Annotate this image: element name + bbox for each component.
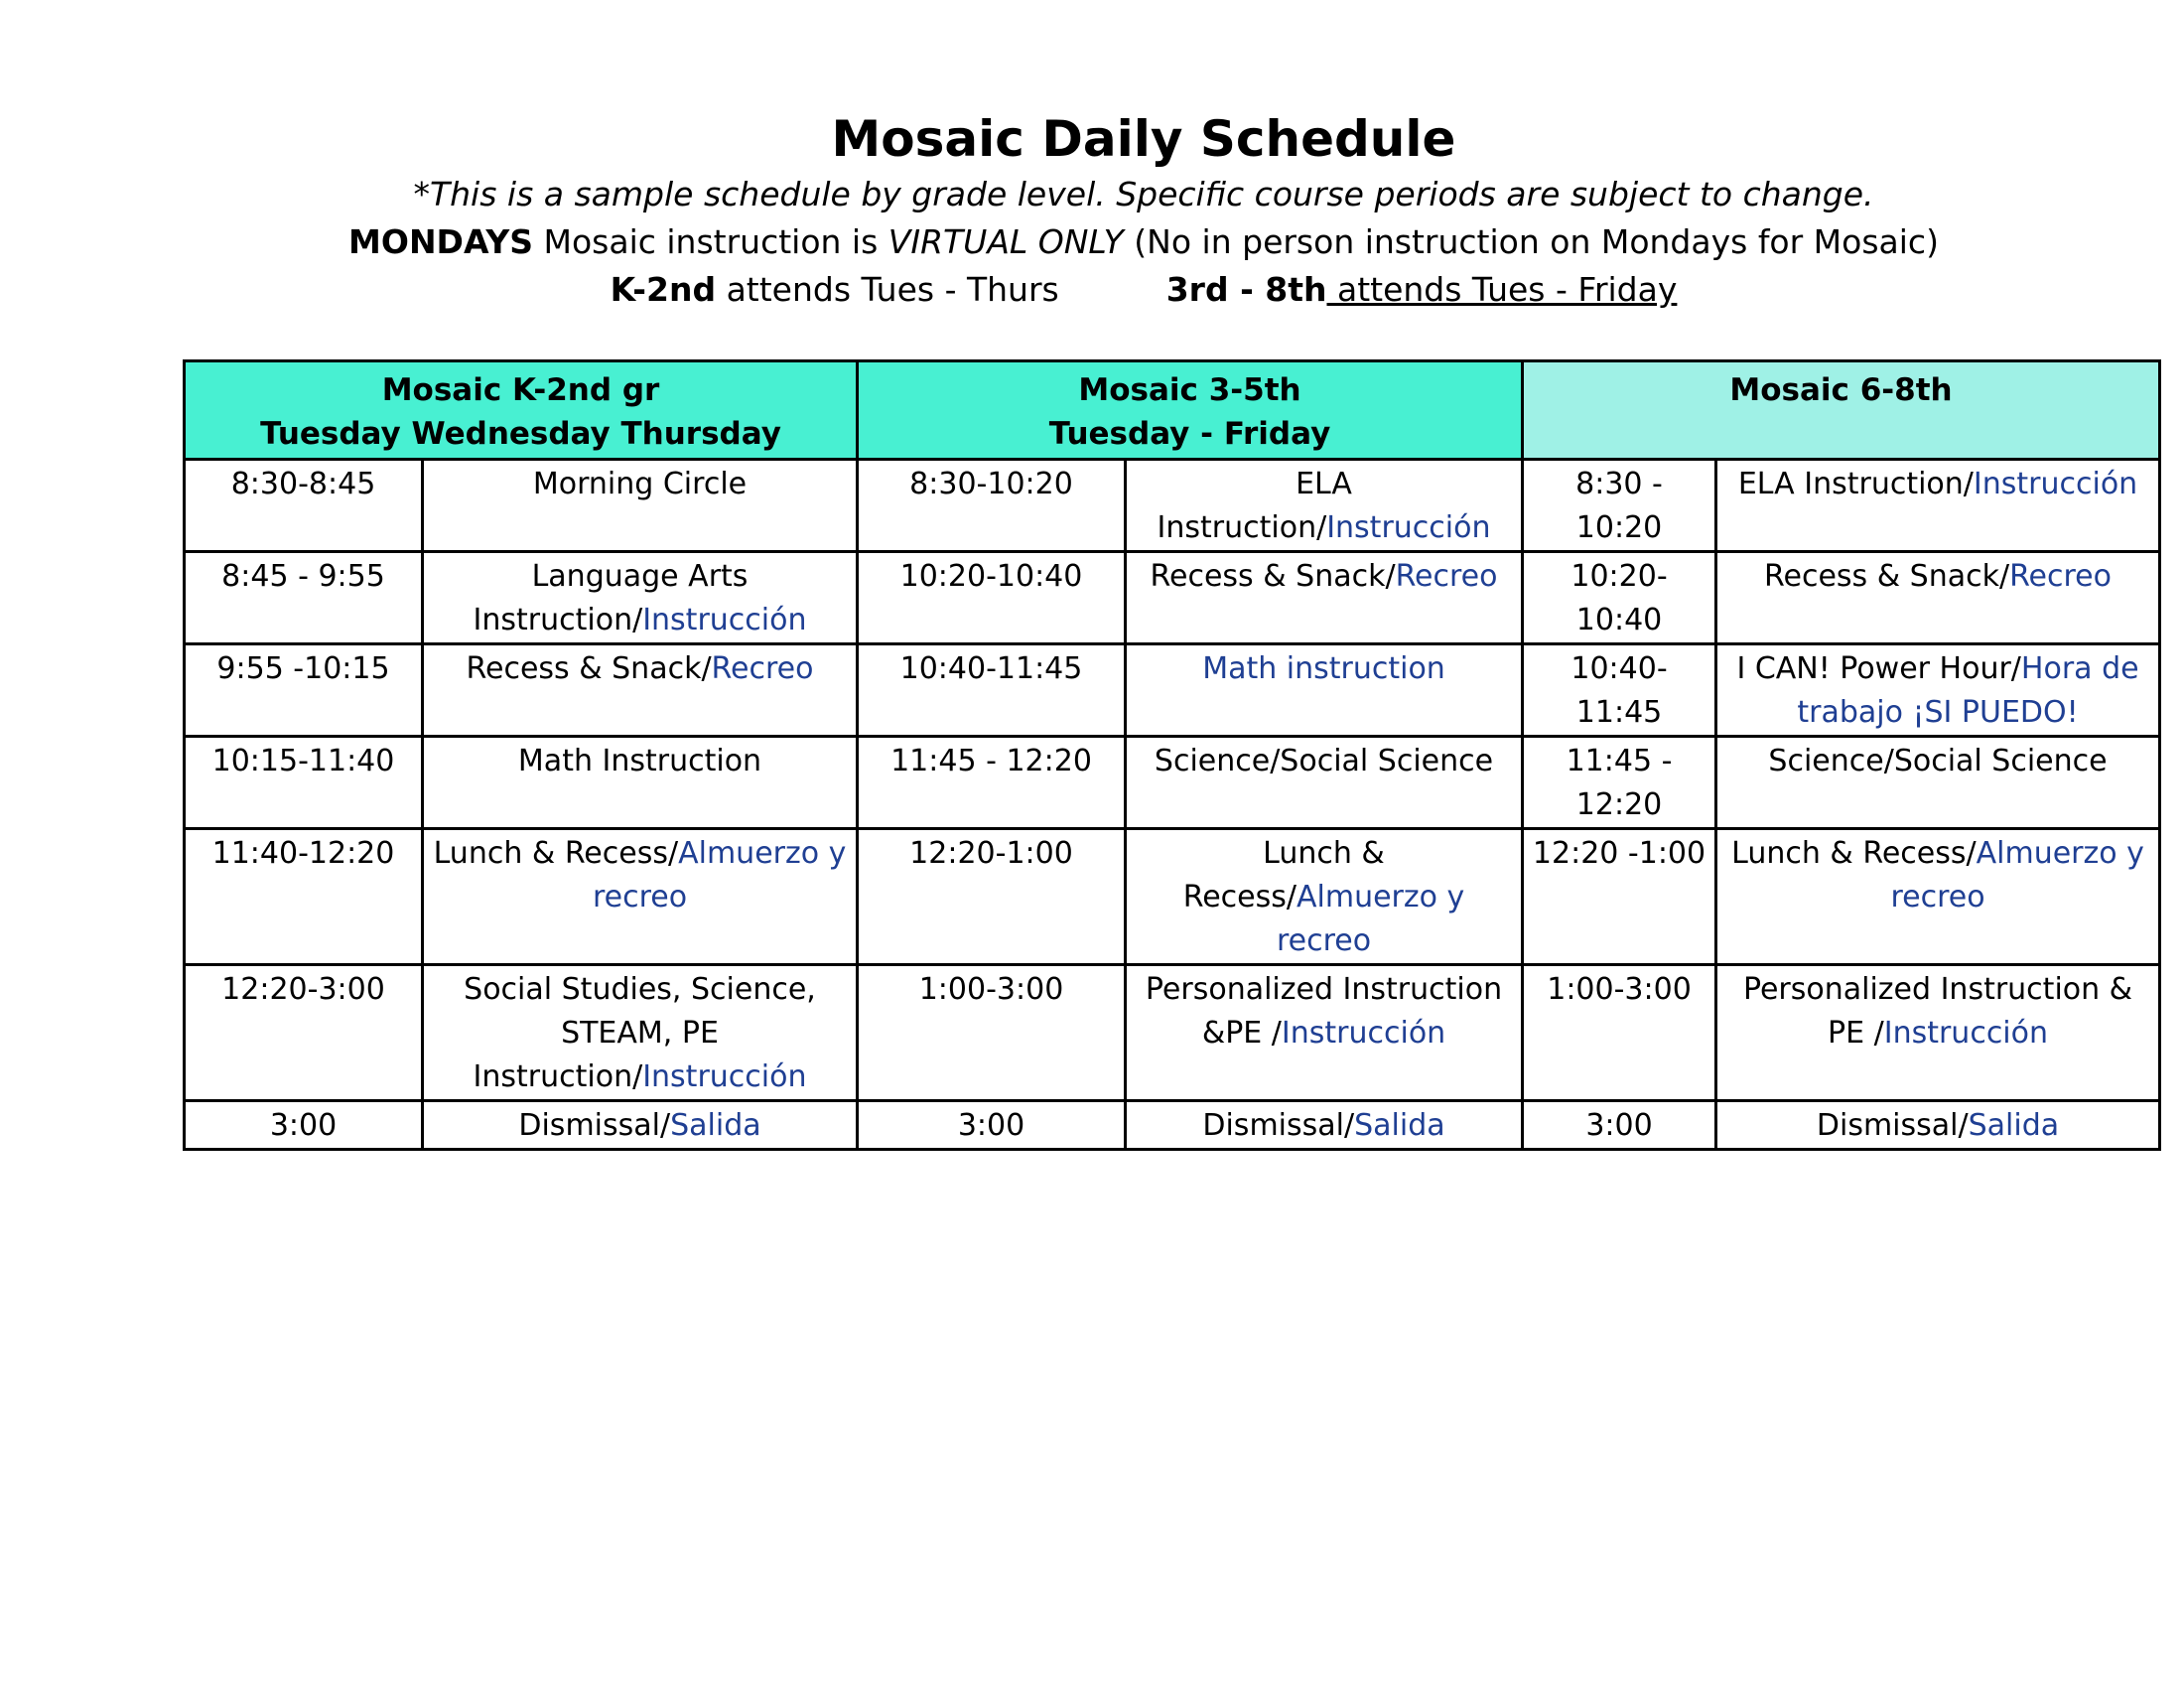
g35-activity-cell — [1126, 737, 1523, 829]
activity-es: Salida — [1354, 1108, 1445, 1143]
activity-en: Dismissal/ — [1816, 1108, 1969, 1143]
activity-en: Science/Social Science — [1768, 744, 2108, 778]
activity-es: Almuerzo y recreo — [1276, 880, 1465, 958]
activity-es: Recreo — [711, 651, 814, 686]
table-header-row — [185, 361, 2160, 460]
activity-es: Salida — [1968, 1108, 2060, 1143]
activity-es: Instrucción — [1883, 1016, 2049, 1051]
monday-label: MONDAYS — [348, 222, 533, 261]
g68-time-cell: 3:00 — [1523, 1101, 1716, 1150]
activity-en: I CAN! Power Hour/ — [1736, 651, 2021, 686]
k2-time-cell: 8:45 - 9:55 — [185, 552, 423, 644]
k2-activity-cell — [423, 829, 858, 965]
g68-time-cell: 10:40-11:45 — [1523, 644, 1716, 737]
g68-activity-cell — [1716, 829, 2160, 965]
activity-en: Social Studies, Science, STEAM, PE Instruction/ — [464, 972, 816, 1094]
g35-time-cell: 10:40-11:45 — [858, 644, 1126, 737]
table-row — [185, 829, 2160, 965]
activity-es: Salida — [670, 1108, 761, 1143]
g35-activity-cell — [1126, 965, 1523, 1101]
g35-activity-cell — [1126, 829, 1523, 965]
activity-es: Instrucción — [1326, 510, 1491, 545]
activity-es: Math instruction — [1202, 651, 1445, 686]
table-row — [185, 644, 2160, 737]
k2-time-cell: 12:20-3:00 — [185, 965, 423, 1101]
activity-es: Recreo — [1395, 559, 1498, 594]
table-row — [185, 737, 2160, 829]
activity-en: Lunch & Recess/ — [1182, 836, 1385, 914]
activity-es: Instrucción — [642, 1059, 807, 1094]
schedule-note — [0, 171, 2184, 218]
activity-en: Recess & Snack/ — [1764, 559, 2010, 594]
column-header-k2-line2: Tuesday Wednesday Thursday — [260, 416, 781, 452]
g35-activity-cell — [1126, 1101, 1523, 1150]
k2-time-cell: 10:15-11:40 — [185, 737, 423, 829]
g35-time-cell: 12:20-1:00 — [858, 829, 1126, 965]
g35-time-cell: 1:00-3:00 — [858, 965, 1126, 1101]
activity-en: Recess & Snack/ — [1150, 559, 1396, 594]
activity-en: Math Instruction — [517, 744, 762, 778]
k2-attend-label: K-2nd — [610, 270, 717, 309]
activity-en: Dismissal/ — [1202, 1108, 1355, 1143]
activity-en: Personalized Instruction &PE / — [1145, 972, 1503, 1051]
g68-time-cell: 10:20-10:40 — [1523, 552, 1716, 644]
schedule-table — [183, 359, 2161, 1151]
activity-en: ELA Instruction/ — [1157, 467, 1352, 545]
g35-time-cell: 8:30-10:20 — [858, 460, 1126, 552]
column-header-35-line2: Tuesday - Friday — [1048, 416, 1331, 452]
g68-time-cell: 11:45 - 12:20 — [1523, 737, 1716, 829]
g35-activity-cell — [1126, 552, 1523, 644]
activity-en: ELA Instruction/ — [1737, 467, 1974, 501]
k2-activity-cell — [423, 1101, 858, 1150]
g35-activity-cell — [1126, 644, 1523, 737]
g68-activity-cell — [1716, 965, 2160, 1101]
g35-time-cell: 3:00 — [858, 1101, 1126, 1150]
k2-activity-cell — [423, 965, 858, 1101]
g68-activity-cell — [1716, 552, 2160, 644]
activity-en: Recess & Snack/ — [466, 651, 712, 686]
activity-es: Almuerzo y recreo — [1890, 836, 2144, 914]
table-row — [185, 1101, 2160, 1150]
activity-en: Morning Circle — [532, 467, 748, 501]
k2-activity-cell — [423, 737, 858, 829]
g35-time-cell: 10:20-10:40 — [858, 552, 1126, 644]
activity-es: Instrucción — [1973, 467, 2138, 501]
column-header-k2 — [185, 361, 858, 460]
k2-time-cell: 3:00 — [185, 1101, 423, 1150]
activity-en: Lunch & Recess/ — [1731, 836, 1977, 871]
k2-time-cell: 9:55 -10:15 — [185, 644, 423, 737]
activity-en: Personalized Instruction & PE / — [1742, 972, 2133, 1051]
k2-time-cell: 11:40-12:20 — [185, 829, 423, 965]
g68-time-cell: 12:20 -1:00 — [1523, 829, 1716, 965]
activity-es: Recreo — [2009, 559, 2112, 594]
k2-activity-cell — [423, 460, 858, 552]
page-header — [0, 107, 2184, 314]
g68-activity-cell — [1716, 737, 2160, 829]
monday-text-1: Mosaic instruction is — [533, 222, 888, 261]
monday-notice — [0, 218, 2184, 266]
note-text: *This is a sample schedule by grade level. Specific course periods are subject to change. — [413, 175, 1874, 213]
g35-activity-cell — [1126, 460, 1523, 552]
activity-es: Almuerzo y recreo — [592, 836, 847, 914]
activity-en: Language Arts Instruction/ — [473, 559, 749, 637]
k2-activity-cell — [423, 644, 858, 737]
k2-activity-cell — [423, 552, 858, 644]
activity-en: Dismissal/ — [518, 1108, 671, 1143]
activity-es: Hora de trabajo ¡SI PUEDO! — [1797, 651, 2139, 730]
column-header-68 — [1523, 361, 2160, 460]
column-header-68-line1: Mosaic 6-8th — [1729, 372, 1953, 408]
table-row — [185, 460, 2160, 552]
g68-activity-cell — [1716, 644, 2160, 737]
attendance-line — [0, 266, 2184, 314]
activity-es: Instrucción — [642, 603, 807, 637]
g68-time-cell: 1:00-3:00 — [1523, 965, 1716, 1101]
g38-attend-label: 3rd - 8th — [1165, 270, 1327, 309]
column-header-35-line1: Mosaic 3-5th — [1078, 372, 1301, 408]
activity-es: Instrucción — [1281, 1016, 1446, 1051]
g68-activity-cell — [1716, 460, 2160, 552]
page-title: Mosaic Daily Schedule — [831, 110, 1456, 168]
activity-en: Science/Social Science — [1154, 744, 1494, 778]
g68-activity-cell — [1716, 1101, 2160, 1150]
monday-emphasis: VIRTUAL ONLY — [887, 222, 1124, 261]
table-row — [185, 965, 2160, 1101]
g35-time-cell: 11:45 - 12:20 — [858, 737, 1126, 829]
monday-text-2: (No in person instruction on Mondays for Mosaic) — [1123, 222, 1939, 261]
column-header-35 — [858, 361, 1523, 460]
g68-time-cell: 8:30 - 10:20 — [1523, 460, 1716, 552]
k2-attend-text: attends Tues - Thurs — [716, 270, 1059, 309]
table-row — [185, 552, 2160, 644]
k2-time-cell: 8:30-8:45 — [185, 460, 423, 552]
column-header-k2-line1: Mosaic K-2nd gr — [381, 372, 660, 408]
g38-attend-text: attends Tues - Friday — [1326, 270, 1678, 309]
activity-en: Lunch & Recess/ — [433, 836, 679, 871]
